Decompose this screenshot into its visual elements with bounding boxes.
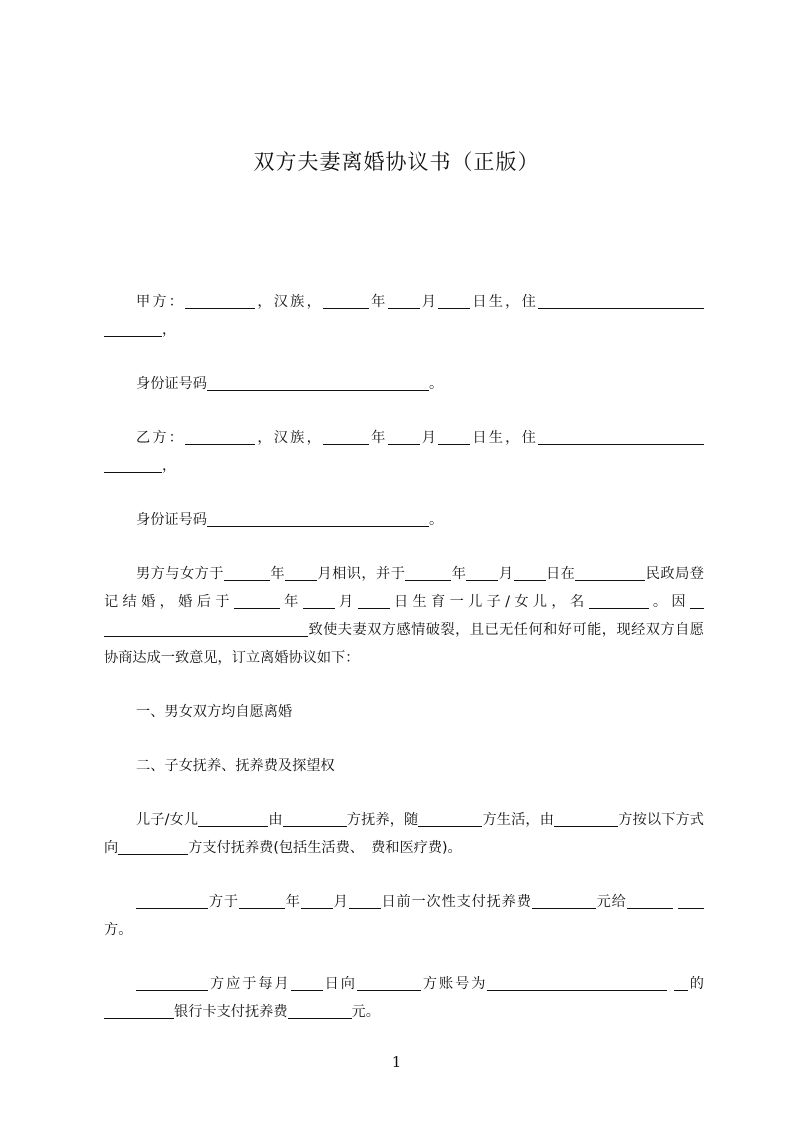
lump-sum-paragraph xyxy=(104,888,704,944)
id-a-end: 。 xyxy=(428,376,444,392)
blank-field xyxy=(388,292,420,309)
section-2-heading: 二、子女抚养、抚养费及探望权 xyxy=(136,758,335,774)
blank-field xyxy=(136,974,208,991)
blank-field xyxy=(357,974,421,991)
party-b-day-label: 日生，住 xyxy=(470,430,538,446)
section-1-heading: 一、男女双方均自愿离婚 xyxy=(136,704,293,720)
lump-sum-text: 元给 xyxy=(595,894,627,910)
blank-field xyxy=(418,810,482,827)
marriage-text: 。因 xyxy=(648,594,690,610)
blank-field xyxy=(118,838,188,855)
blank-field xyxy=(678,892,704,909)
party-b-month-label: 月 xyxy=(419,430,439,446)
blank-field xyxy=(575,564,645,581)
party-a-ethnicity: ，汉族， xyxy=(255,294,323,310)
blank-field xyxy=(349,892,381,909)
marriage-text: 月 xyxy=(498,566,514,582)
id-b-paragraph xyxy=(104,506,704,534)
custody-text: 儿子/女儿 xyxy=(136,812,199,828)
blank-field xyxy=(674,974,688,991)
blank-field xyxy=(288,1002,352,1019)
blank-field xyxy=(405,564,451,581)
monthly-text: 日向 xyxy=(322,976,357,992)
document-body xyxy=(104,288,704,1052)
blank-field xyxy=(104,620,308,637)
blank-field xyxy=(283,810,347,827)
blank-field xyxy=(285,564,317,581)
blank-field xyxy=(466,564,498,581)
blank-field xyxy=(303,592,335,609)
party-a-year-label: 年 xyxy=(368,294,388,310)
marriage-text: 男方与女方于 xyxy=(136,566,224,582)
id-b-label: 身份证号码 xyxy=(136,512,207,528)
document-title: 双方夫妻离婚协议书（正版） xyxy=(253,150,540,174)
blank-field xyxy=(627,892,673,909)
custody-text: 由 xyxy=(268,812,283,828)
monthly-text: 方应于每月 xyxy=(208,976,291,992)
party-a-day-label: 日生，住 xyxy=(470,294,538,310)
party-a-label: 甲方： xyxy=(136,294,186,310)
blank-field xyxy=(207,374,429,391)
marriage-text: 年 xyxy=(279,594,303,610)
blank-field xyxy=(185,292,255,309)
custody-text: 方生活，由 xyxy=(482,812,555,828)
blank-field xyxy=(207,510,429,527)
lump-sum-text: 方于 xyxy=(208,894,239,910)
blank-field xyxy=(323,428,369,445)
marriage-text: 民政局登记结婚，婚后于 xyxy=(104,566,704,610)
party-b-year-label: 年 xyxy=(368,430,388,446)
blank-field xyxy=(104,456,162,473)
custody-paragraph xyxy=(104,806,704,862)
marriage-text: 年 xyxy=(451,566,467,582)
monthly-text: 的 xyxy=(687,976,704,992)
marriage-text: 日在 xyxy=(545,566,576,582)
id-a-paragraph xyxy=(104,370,704,398)
blank-field xyxy=(104,320,162,337)
lump-sum-text: 日前一次性支付抚养费 xyxy=(380,894,532,910)
blank-field xyxy=(234,592,280,609)
marriage-text: 致使夫妻双方感情破裂，且已无任何和好可能，现经双方自愿协商达成一致意见，订立离婚协议如下： xyxy=(104,622,704,666)
blank-field xyxy=(690,592,704,609)
blank-field xyxy=(198,810,268,827)
monthly-text: 银行卡支付抚养费 xyxy=(174,1004,288,1020)
party-a-month-label: 月 xyxy=(419,294,439,310)
blank-field xyxy=(589,592,649,609)
blank-field xyxy=(358,592,390,609)
blank-field xyxy=(438,292,470,309)
blank-field xyxy=(538,292,704,309)
blank-field xyxy=(554,810,618,827)
blank-field xyxy=(291,974,323,991)
marriage-text: 年 xyxy=(269,566,285,582)
party-b-paragraph xyxy=(104,424,704,480)
blank-field xyxy=(136,892,208,909)
monthly-paragraph xyxy=(104,970,704,1026)
blank-field xyxy=(104,1002,174,1019)
party-b-label: 乙方： xyxy=(136,430,186,446)
page-number: 1 xyxy=(391,1053,402,1071)
blank-field xyxy=(323,292,369,309)
blank-field xyxy=(301,892,333,909)
party-a-paragraph xyxy=(104,288,704,344)
blank-field xyxy=(532,892,596,909)
custody-text: 方抚养，随 xyxy=(346,812,419,828)
party-b-ethnicity: ，汉族， xyxy=(255,430,323,446)
custody-text: 方按以下方式向 xyxy=(104,812,704,856)
blank-field xyxy=(185,428,255,445)
blank-field xyxy=(224,564,270,581)
lump-sum-text: 月 xyxy=(332,894,349,910)
blank-field xyxy=(487,974,667,991)
blank-field xyxy=(538,428,704,445)
monthly-text: 方账号为 xyxy=(420,976,488,992)
custody-text: 方支付抚养费(包括生活费、 费和医疗费)。 xyxy=(188,840,462,856)
id-b-end: 。 xyxy=(428,512,444,528)
party-a-end: ， xyxy=(162,322,177,338)
blank-field xyxy=(388,428,420,445)
lump-sum-text: 年 xyxy=(284,894,301,910)
blank-field xyxy=(438,428,470,445)
blank-field xyxy=(514,564,546,581)
marriage-text: 月 xyxy=(334,594,358,610)
id-a-label: 身份证号码 xyxy=(136,376,207,392)
monthly-text: 元。 xyxy=(351,1004,380,1020)
marriage-text: 日生育一儿子/女儿，名 xyxy=(389,594,589,610)
lump-sum-text: 方。 xyxy=(104,922,133,938)
blank-field xyxy=(239,892,285,909)
party-b-end: ， xyxy=(162,458,177,474)
marriage-text: 月相识，并于 xyxy=(317,566,406,582)
marriage-paragraph xyxy=(104,560,704,672)
